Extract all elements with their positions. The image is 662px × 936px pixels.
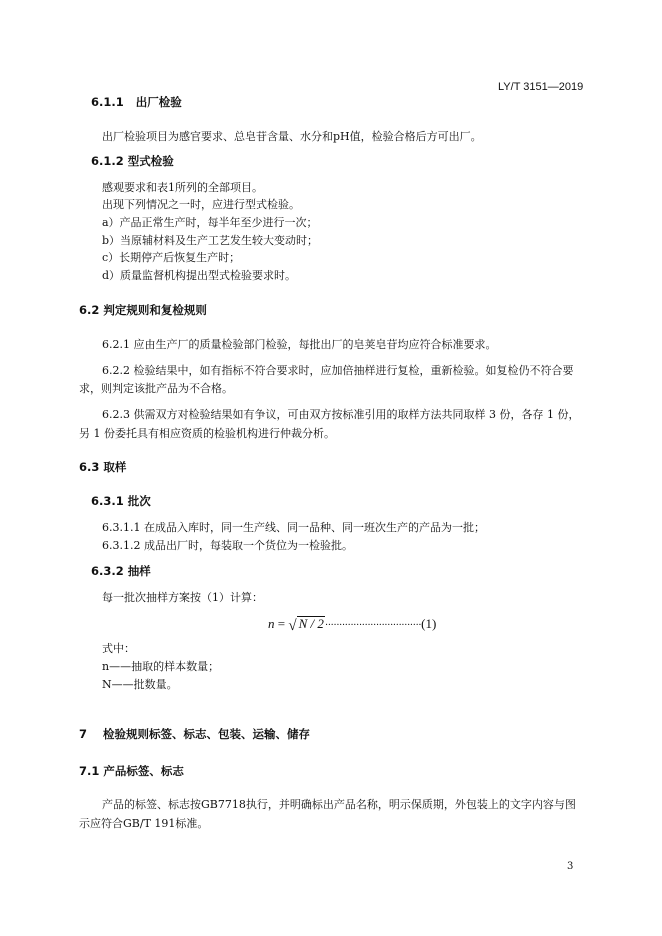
paragraph-6-2-3-line1: 6.2.3 供需双方对检验结果如有争议，可由双方按标准引用的取样方法共同取样 3 份，各存 1 份， <box>102 408 580 421</box>
paragraph-7-1-line2: 示应符合GB/T 191标准。 <box>79 817 209 830</box>
paragraph-line: 出现下列情况之一时，应进行型式检验。 <box>102 198 300 211</box>
page-number: 3 <box>567 861 574 872</box>
heading-6-1-2 <box>91 156 174 168</box>
formula-equals: = <box>277 616 286 631</box>
heading-title: 检验规则标签、标志、包装、运输、储存 <box>103 727 311 741</box>
list-item-c: c）长期停产后恢复生产时； <box>102 251 241 264</box>
list-item-b: b）当原辅材料及生产工艺发生较大变动时； <box>102 234 319 247</box>
definition-N: N——批数量。 <box>102 678 178 691</box>
definition-n: n——抽取的样本数量； <box>102 660 220 673</box>
heading-title: 取样 <box>103 460 127 474</box>
heading-number: 6.1.1 <box>91 95 124 109</box>
heading-title: 产品标签、标志 <box>103 764 184 778</box>
paragraph-line: 感观要求和表1所列的全部项目。 <box>102 181 263 194</box>
paragraph-6-1-1: 出厂检验项目为感官要求、总皂苷含量、水分和pH值，检验合格后方可出厂。 <box>102 130 482 143</box>
heading-number: 7.1 <box>79 764 100 778</box>
list-item-d: d）质量监督机构提出型式检验要求时。 <box>102 269 297 282</box>
formula-dots: ·································· <box>324 620 422 631</box>
sqrt-icon: √ <box>288 618 297 634</box>
paragraph-6-2-2-line1: 6.2.2 检验结果中，如有指标不符合要求时，应加倍抽样进行复检，重新检验。如复检仍不符合要 <box>102 364 574 377</box>
heading-7-1 <box>79 766 184 778</box>
heading-number: 6.3.2 <box>91 564 124 578</box>
standard-id: LY/T 3151—2019 <box>498 81 584 93</box>
heading-6-3-2 <box>91 566 151 578</box>
formula-radicand: N / 2 <box>298 616 324 631</box>
heading-number: 6.2 <box>79 303 100 317</box>
formula-tag: (1) <box>421 616 437 631</box>
heading-title: 型式检验 <box>127 154 174 168</box>
list-item-a: a）产品正常生产时，每半年至少进行一次； <box>102 216 318 229</box>
paragraph-6-2-2-line2: 求，则判定该批产品为不合格。 <box>79 382 233 395</box>
heading-6-3-1 <box>91 496 151 508</box>
heading-7 <box>79 729 310 741</box>
heading-number: 6.1.2 <box>91 154 124 168</box>
heading-title: 判定规则和复检规则 <box>103 303 207 317</box>
paragraph-6-2-1: 6.2.1 应由生产厂的质量检验部门检验，每批出厂的皂荚皂苷均应符合标准要求。 <box>102 338 497 351</box>
heading-title: 出厂检验 <box>135 95 182 109</box>
paragraph-sampling-intro: 每一批次抽样方案按（1）计算： <box>102 591 263 604</box>
paragraph-6-3-1-2: 6.3.1.2 成品出厂时，每装取一个货位为一检验批。 <box>102 539 353 552</box>
paragraph-6-2-3-line2: 另 1 份委托具有相应资质的检验机构进行仲裁分析。 <box>79 427 335 440</box>
paragraph-7-1-line1: 产品的标签、标志按GB7718执行，并明确标出产品名称，明示保质期，外包装上的文字内容与图 <box>102 798 576 811</box>
paragraph-6-3-1-1: 6.3.1.1 在成品入库时，同一生产线、同一品种、同一班次生产的产品为一批； <box>102 521 485 534</box>
heading-number: 6.3.1 <box>91 494 124 508</box>
formula-lhs: n <box>268 616 275 631</box>
formula-1 <box>268 616 436 632</box>
heading-6-3 <box>79 462 126 474</box>
heading-title: 批次 <box>127 494 151 508</box>
heading-6-1-1 <box>91 97 182 109</box>
where-label: 式中： <box>102 642 135 655</box>
heading-title: 抽样 <box>127 564 151 578</box>
heading-number: 7 <box>79 727 88 741</box>
heading-number: 6.3 <box>79 460 100 474</box>
heading-6-2 <box>79 305 207 317</box>
